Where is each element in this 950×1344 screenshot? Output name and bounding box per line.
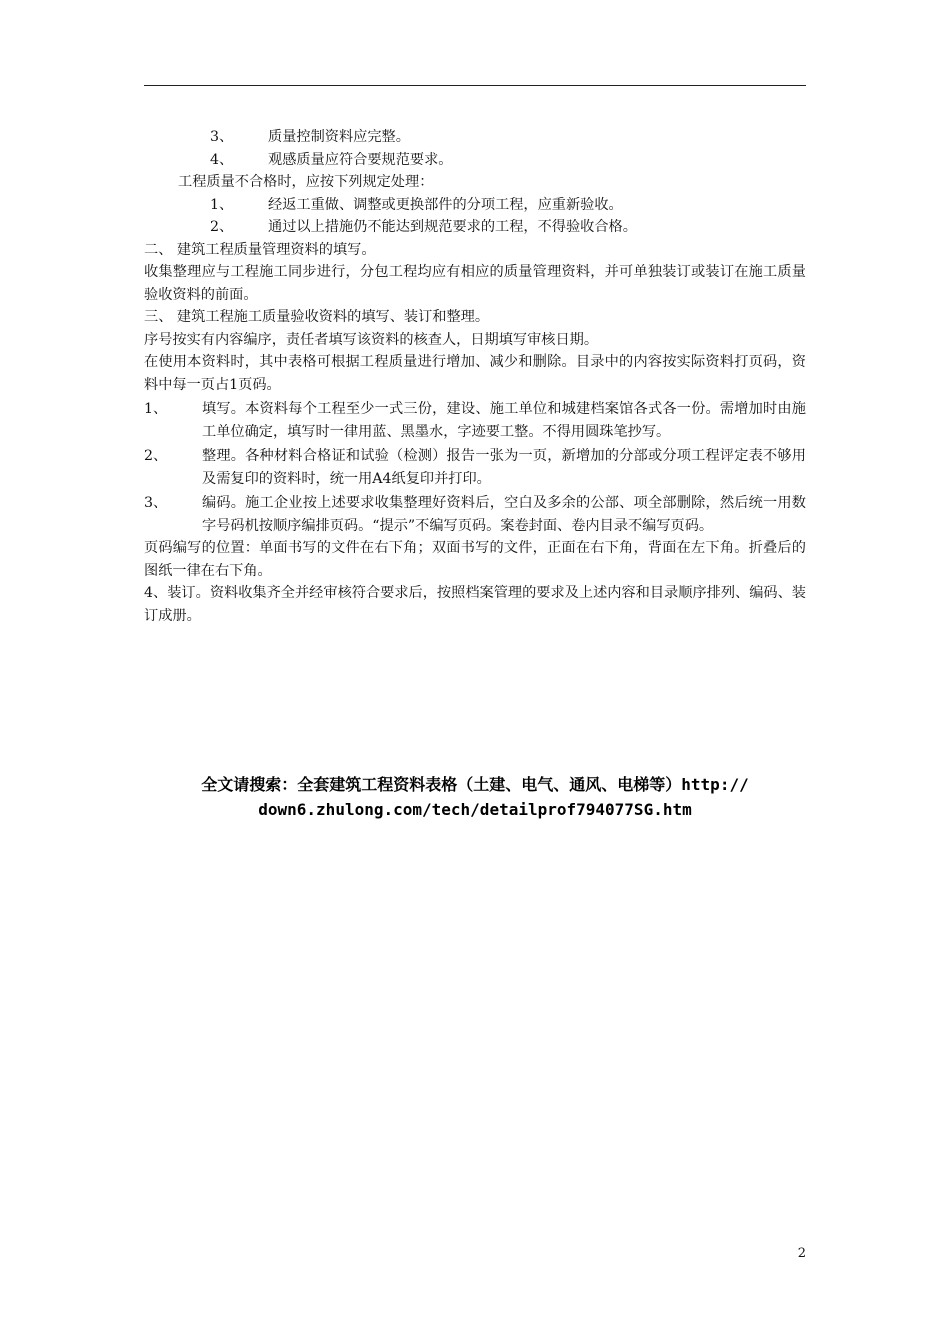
nonconforming-intro: 工程质量不合格时，应按下列规定处理： [178,174,434,190]
section3-para1: 序号按实有内容编序，责任者填写该资料的核查人，日期填写审核日期。 [144,331,599,348]
item-text: 经返工重做、调整或更换部件的分项工程，应重新验收。 [268,196,623,213]
section3-heading: 三、 建筑工程施工质量验收资料的填写、装订和整理。 [144,309,490,325]
section2-body: 收集整理应与工程施工同步进行，分包工程均应有相应的质量管理资料，并可单独装订或装订在施工质量验收资料的前面。 [144,264,806,303]
section3-item-3 [144,492,806,537]
item-text: 质量控制资料应完整。 [268,129,410,145]
search-note-url: down6.zhulong.com/tech/detailprof794077SG.htm [258,800,692,819]
item-number: 2、 [144,448,168,464]
item-text: 通过以上措施仍不能达到规范要求的工程，不得验收合格。 [268,219,637,235]
nonconforming-item-1 [144,194,806,217]
item-number: 1、 [144,401,168,417]
nonconforming-item-2 [144,216,806,239]
item-text: 整理。各种材料合格证和试验（检测）报告一张为一页，新增加的分部或分项工程评定表不够用及需复印的资料时，统一用A4纸复印并打印。 [202,448,806,487]
item-number: 4、 [210,151,234,168]
page-position-paragraph: 页码编写的位置：单面书写的文件在右下角；双面书写的文件，正面在右下角，背面在左下角。折叠后的图纸一律在右下角。 [144,540,806,579]
section3-para2: 在使用本资料时，其中表格可根据工程质量进行增加、减少和删除。目录中的内容按实际资料打页码，资料中每一页占1页码。 [144,354,806,393]
section2-heading: 二、 建筑工程质量管理资料的填写。 [144,241,376,258]
item-number: 3、 [210,129,234,145]
item-number: 2、 [210,219,234,235]
search-note-line1: 全文请搜索：全套建筑工程资料表格（土建、电气、通风、电梯等）http:// [201,775,749,794]
header-rule [144,85,806,86]
section3-item-1 [144,398,806,443]
page-number: 2 [797,1246,806,1261]
document-body [144,126,806,627]
item-number: 1、 [210,196,234,213]
item-text: 填写。本资料每个工程至少一式三份，建设、施工单位和城建档案馆各式各一份。需增加时由施工单位确定，填写时一律用蓝、黑墨水，字迹要工整。不得用圆珠笔抄写。 [202,401,806,440]
section3-item-2 [144,445,806,490]
full-text-search-note [144,772,806,822]
item-text: 观感质量应符合要规范要求。 [268,151,453,168]
item-text: 编码。施工企业按上述要求收集整理好资料后，空白及多余的公部、项全部删除，然后统一用数字号码机按顺序编排页码。“提示”不编写页码。案卷封面、卷内目录不编写页码。 [202,495,806,534]
quality-item-3 [144,126,806,149]
item-number: 3、 [144,495,168,511]
quality-item-4 [144,149,806,172]
binding-paragraph: 4、装订。资料收集齐全并经审核符合要求后，按照档案管理的要求及上述内容和目录顺序排列、编码、装订成册。 [144,585,806,624]
